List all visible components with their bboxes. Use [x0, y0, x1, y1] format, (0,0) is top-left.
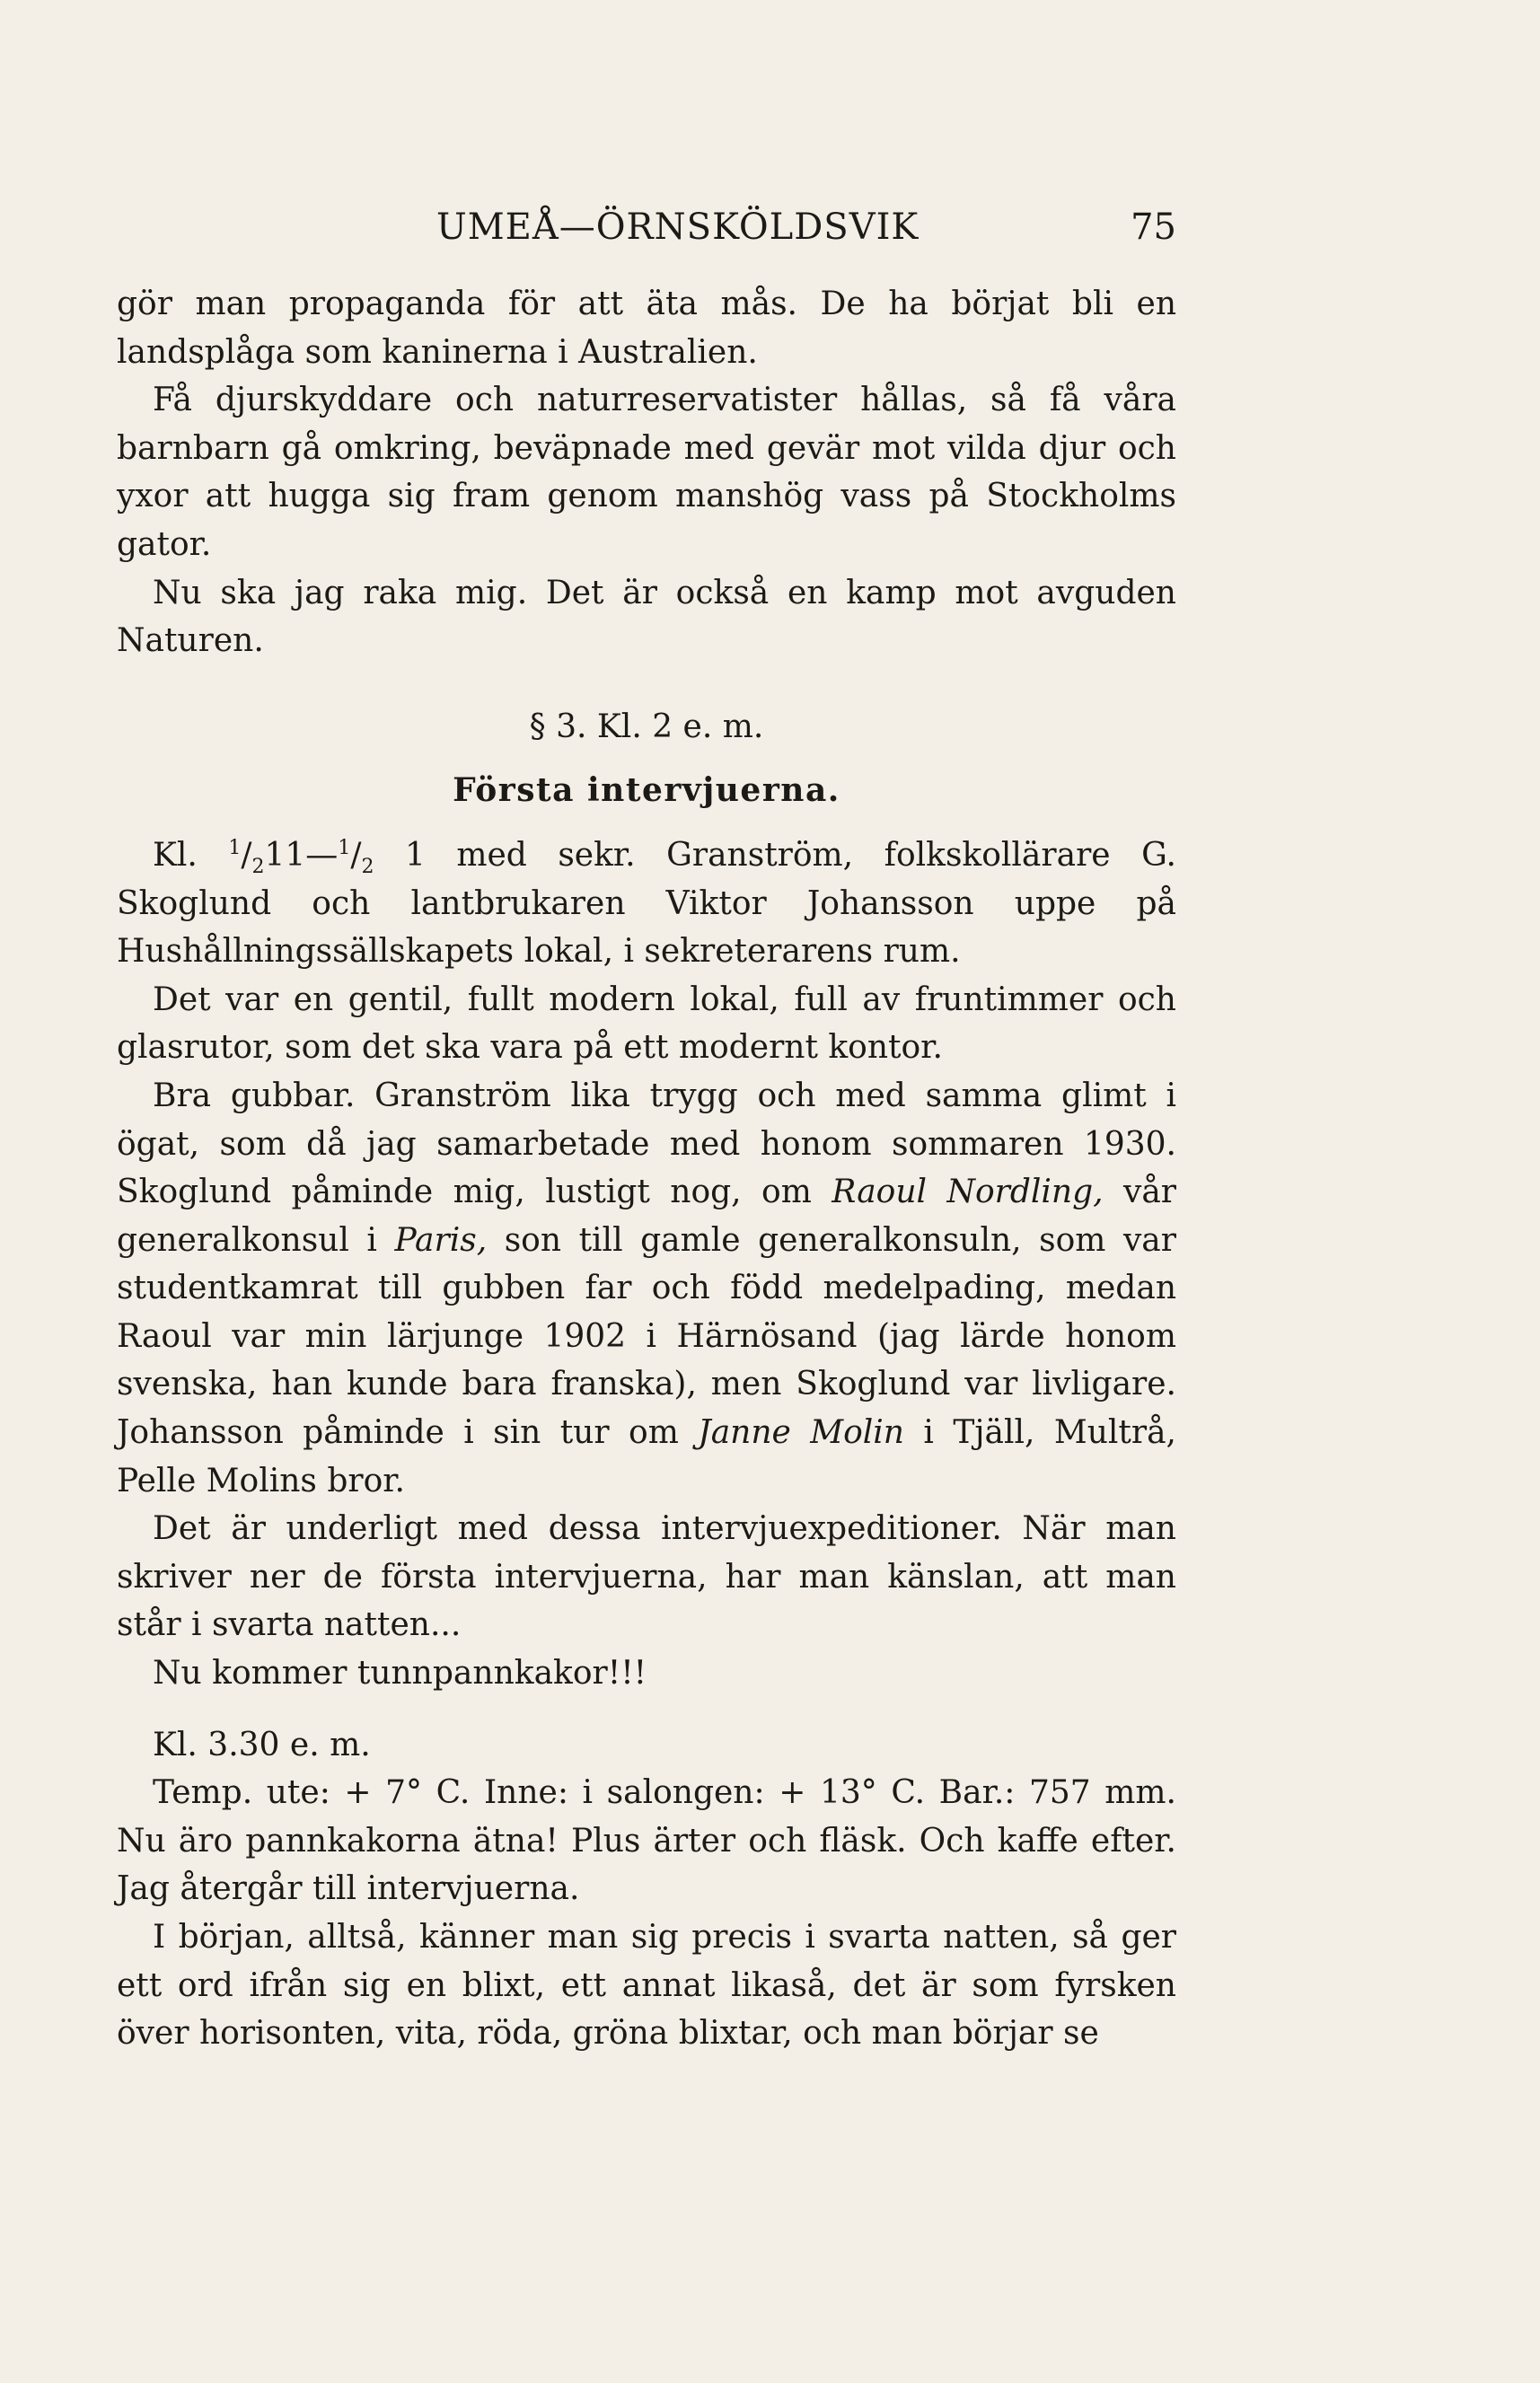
paragraph: Nu kommer tunnpannkakor!!!: [153, 1655, 647, 1693]
paragraph: Det var en gentil, fullt modern lokal, full av fruntimmer och glasrutor, som det ska vara på ett modernt kontor.: [117, 980, 1176, 1067]
text-run: Kl.: [153, 836, 198, 874]
paragraph: Nu ska jag raka mig. Det är också en kamp mot avguden Naturen.: [117, 574, 1176, 660]
section-heading: § 3. Kl. 2 e. m.: [529, 708, 764, 745]
paragraph: Få djurskyddare och naturreservatister hållas, så få våra barnbarn gå omkring, beväpnade med gevär mot vilda djur och yxor att hugga sig fram genom manshög vass på Stockholms gator.: [117, 382, 1176, 563]
paragraph: I början, alltså, känner man sig precis i svarta natten, så ger ett ord ifrån sig en blixt, ett annat likaså, det är som fyrsken över horisonten, vita, röda, gröna blixtar, och man börjar se: [117, 1919, 1176, 2053]
italic-name: Janne Molin: [698, 1414, 904, 1452]
paragraph: Kl. $^1/_211—^1/_2$ 1 med sekr. Granström, folkskollärare G. Skoglund och lantbrukaren Viktor Johansson uppe på Hushållningssällskapets lokal, i sekreterarens rum.: [117, 836, 1176, 971]
text-run: vår generalkonsul i: [117, 1174, 1177, 1259]
text-run: i Tjäll, Multrå, Pelle Molins bror.: [117, 1414, 1177, 1499]
subheading: Första intervjuerna.: [453, 771, 840, 810]
page-number: 75: [1131, 207, 1176, 248]
paragraph: Det är underligt med dessa intervjuexpeditioner. När man skriver ner de första intervjuerna, har man känslan, att man står i svarta natten...: [117, 1510, 1176, 1644]
italic-name: Paris,: [394, 1221, 488, 1259]
fraction-numerator: 1: [228, 836, 242, 859]
text-run: Bra gubbar. Granström lika trygg och med samma glimt i ögat, som då jag samarbetade med honom sommaren 1930. Skoglund påminde mig, lustigt nog, om: [117, 1077, 1176, 1211]
running-head: UMEÅ—ÖRNSKÖLDSVIK: [436, 207, 920, 248]
fraction-denominator: 2: [251, 856, 265, 879]
text-run: 11—: [264, 836, 339, 874]
paragraph: [117, 1072, 1176, 1505]
paragraph: gör man propaganda för att äta mås. De ha börjat bli en landsplåga som kaninerna i Australien.: [117, 286, 1176, 371]
text-run: 1 med sekr. Granström, folkskollärare G. Skoglund och lantbrukaren Viktor Johansson uppe på Hushållningssällskapets lokal, i sekreterarens rum.: [117, 836, 1176, 971]
time-heading: Kl. 3.30 e. m.: [153, 1726, 371, 1763]
page-header: [117, 199, 1176, 253]
italic-name: Raoul Nordling,: [832, 1174, 1104, 1211]
text-run: son till gamle generalkonsuln, som var studentkamrat till gubben far och född medelpading, medan Raoul var min lärjunge 1902 i Härnösand (jag lärde honom svenska, han kunde bara franska), men Skoglund var livligare. Johansson påminde i sin tur om: [117, 1221, 1176, 1452]
fraction-denominator: 2: [361, 856, 374, 879]
fraction-numerator: 1: [338, 836, 351, 859]
paragraph: Temp. ute: + 7° C. Inne: i salongen: + 13° C. Bar.: 757 mm. Nu äro pannkakorna ätna! Plus ärter och fläsk. Och kaffe efter. Jag återgår till intervjuerna.: [117, 1774, 1176, 1908]
body-text: [117, 280, 1176, 2058]
